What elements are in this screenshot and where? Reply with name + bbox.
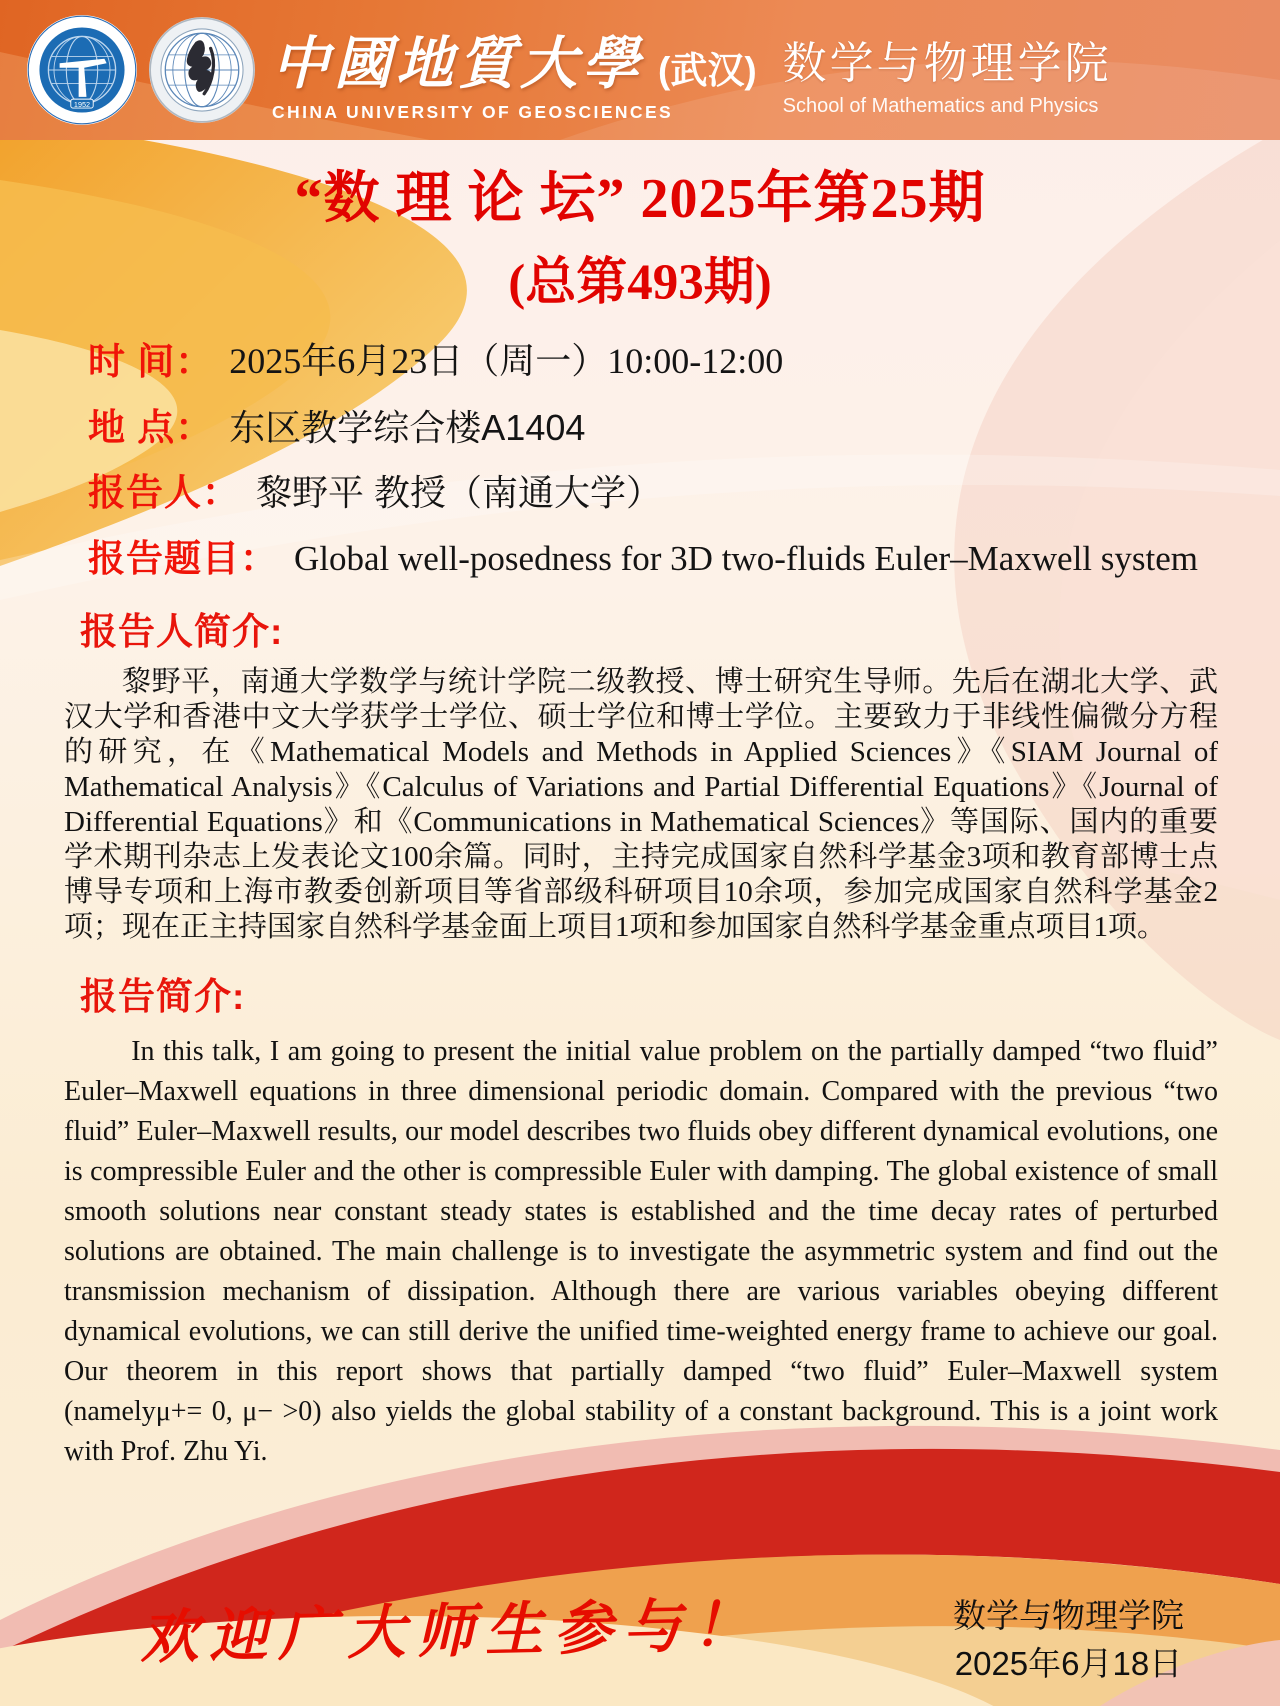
math-physics-school-seal-logo	[148, 16, 256, 124]
abstract-heading: 报告简介:	[80, 975, 246, 1017]
speaker-bio-text: 黎野平，南通大学数学与统计学院二级教授、博士研究生导师。先后在湖北大学、武汉大学和香港中文大学获学士学位、硕士学位和博士学位。主要致力于非线性偏微分方程的研究，在《Mathematical Models and Methods in Applied Sciences》《SIAM Journal of Mathematical Analysis》《Calculus of Variations and Partial Differential Equations》《Journal of Differential Equations》和《Communications in Mathematical Sciences》等国际、国内的重要学术期刊杂志上发表论文100余篇。同时，主持完成国家自然科学基金3项和教育部博士点博导专项和上海市教委创新项目等省部级科研项目10余项，参加完成国家自然科学基金2项；现在正主持国家自然科学基金面上项目1项和参加国家自然科学基金重点项目1项。	[64, 665, 1218, 944]
speaker-bio-heading: 报告人简介:	[80, 610, 284, 652]
info-row-speaker	[88, 471, 1220, 515]
talk-title-value: Global well-posedness for 3D two-fluids Euler–Maxwell system	[294, 538, 1199, 578]
university-name-english: CHINA UNIVERSITY OF GEOSCIENCES	[272, 101, 674, 122]
info-row-location	[88, 406, 1220, 450]
school-title-block	[783, 27, 1112, 118]
location-label: 地 点：	[88, 406, 214, 448]
poster-body	[0, 170, 1280, 1472]
location-value: 东区教学综合楼A1404	[229, 406, 586, 448]
talk-title-label: 报告题目：	[88, 537, 278, 579]
welcome-calligraphy-text: 欢迎广大师生参与！	[139, 1590, 762, 1672]
campus-label: (武汉)	[658, 49, 757, 91]
forum-title-line1: “数 理 论 坛” 2025年第25期	[294, 168, 986, 230]
abstract-text: In this talk, I am going to present the initial value problem on the partially damped “two fluid” Euler–Maxwell equations in three dimensional periodic domain. Compared with the previous “two fluid” Euler–Maxwell results, our model describes two fluids obey different dynamical evolutions, one is compressible Euler and the other is compressible Euler with damping. The global existence of small smooth solutions near constant steady states is established and the time decay rates of perturbed solutions are obtained. The main challenge is to investigate the asymmetric system and find out the transmission mechanism of dissipation. Although there are various variables obeying different dynamical evolutions, we can still derive the unified time-weighted energy frame to achieve our goal. Our theorem in this report shows that partially damped “two fluid” Euler–Maxwell system (namelyμ+= 0, μ− >0) also yields the global stability of a constant background. This is a joint work with Prof. Zhu Yi.	[64, 1035, 1218, 1467]
header-banner	[0, 0, 1280, 140]
signature-date: 2025年6月18日	[954, 1645, 1183, 1683]
speaker-value: 黎野平 教授（南通大学）	[256, 472, 663, 514]
school-name-chinese: 数学与物理学院	[782, 38, 1112, 88]
logo-group	[26, 14, 256, 126]
time-label: 时 间：	[88, 341, 214, 383]
event-info-list	[88, 340, 1220, 581]
speaker-label: 报告人：	[88, 472, 240, 514]
university-name-calligraphy: 中國地質大學	[272, 29, 644, 97]
cug-university-seal-logo	[26, 14, 138, 126]
seal-year-label: 1952	[73, 99, 91, 109]
time-value: 2025年6月23日（周一）10:00-12:00	[229, 341, 784, 382]
forum-title-line2: (总第493期)	[508, 254, 772, 311]
info-row-time	[88, 340, 1220, 384]
signature-org: 数学与物理学院	[953, 1597, 1184, 1635]
university-title-block	[272, 18, 757, 123]
info-row-talk-title	[88, 537, 1220, 581]
school-name-english: School of Mathematics and Physics	[782, 94, 1099, 117]
